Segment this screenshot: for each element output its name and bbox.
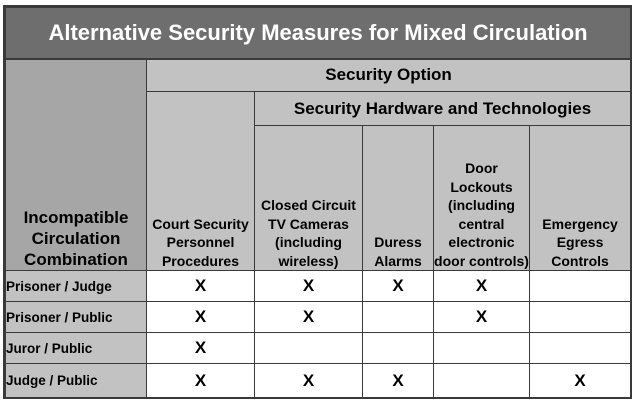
cell-mark [530, 333, 631, 364]
cell-mark: X [255, 271, 363, 302]
cell-mark: X [147, 333, 255, 364]
column-header-personnel: Court Security Personnel Procedures [147, 92, 255, 271]
cell-mark [530, 271, 631, 302]
hardware-technologies-header: Security Hardware and Technologies [255, 92, 631, 126]
cell-mark [363, 302, 434, 333]
table-title: Alternative Security Measures for Mixed Circulation [6, 8, 631, 59]
column-header-duress-alarms: Duress Alarms [363, 126, 434, 271]
row-label: Prisoner / Public [6, 302, 147, 333]
cell-mark [434, 333, 530, 364]
row-label: Judge / Public [6, 364, 147, 398]
column-header-cctv: Closed Circuit TV Cameras (including wireless) [255, 126, 363, 271]
security-option-header: Security Option [147, 59, 631, 92]
cell-mark: X [434, 271, 530, 302]
table-row [6, 271, 631, 302]
security-measures-table-frame [3, 5, 632, 399]
cell-mark: X [147, 271, 255, 302]
cell-mark: X [434, 302, 530, 333]
circulation-combination-header: Incompatible Circulation Combination [6, 59, 147, 271]
table-row [6, 333, 631, 364]
table-row [6, 302, 631, 333]
cell-mark [255, 333, 363, 364]
cell-mark: X [255, 364, 363, 398]
cell-mark [363, 333, 434, 364]
row-label: Prisoner / Judge [6, 271, 147, 302]
column-header-emergency-egress: Emergency Egress Controls [530, 126, 631, 271]
cell-mark: X [530, 364, 631, 398]
cell-mark [434, 364, 530, 398]
cell-mark [530, 302, 631, 333]
column-header-door-lockouts: Door Lockouts (including central electronic door controls) [434, 126, 530, 271]
cell-mark: X [147, 364, 255, 398]
table-row [6, 364, 631, 398]
cell-mark: X [147, 302, 255, 333]
cell-mark: X [363, 364, 434, 398]
cell-mark: X [255, 302, 363, 333]
security-measures-table [5, 7, 631, 398]
cell-mark: X [363, 271, 434, 302]
row-label: Juror / Public [6, 333, 147, 364]
